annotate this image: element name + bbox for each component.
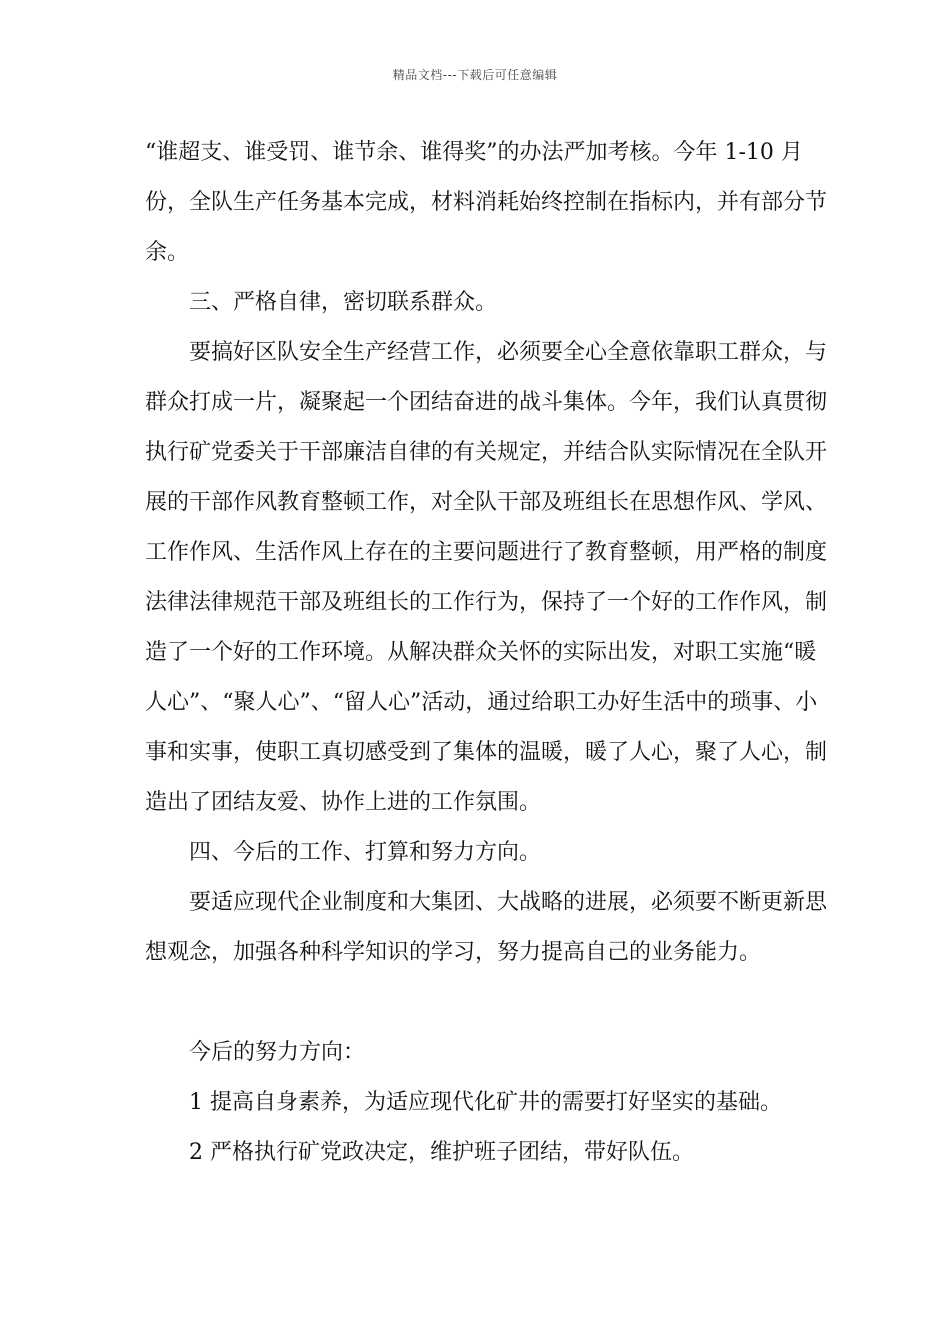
- future-direction-heading: 今后的努力方向：: [189, 1040, 366, 1065]
- list-item-2: 2 严格执行矿党政决定，维护班子团结，带好队伍。: [189, 1140, 694, 1165]
- paragraph-continuation: “谁超支、谁受罚、谁节余、谁得奖”的办法严加考核。今年 1-10 月份，全队生产任务基本完成，材料消耗始终控制在指标内，并有部分节余。: [145, 140, 828, 265]
- document-body: [145, 128, 835, 1178]
- list-item-1: 1 提高自身素养，为适应现代化矿井的需要打好坚实的基础。: [189, 1090, 782, 1115]
- paragraph-self-discipline: 要搞好区队安全生产经营工作，必须要全心全意依靠职工群众，与群众打成一片，凝聚起一个团结奋进的战斗集体。今年，我们认真贯彻执行矿党委关于干部廉洁自律的有关规定，并结合队实际情况在全队开展的干部作风教育整顿工作，对全队干部及班组长在思想作风、学风、工作作风、生活作风上存在的主要问题进行了教育整顿，用严格的制度法律法律规范干部及班组长的工作行为，保持了一个好的工作作风，制造了一个好的工作环境。从解决群众关怀的实际出发，对职工实施“暖人心”、“聚人心”、“留人心”活动，通过给职工办好生活中的琐事、小事和实事，使职工真切感受到了集体的温暖，暖了人心，聚了人心，制造出了团结友爱、协作上进的工作氛围。: [145, 340, 828, 815]
- paragraph-future-plan: 要适应现代企业制度和大集团、大战略的进展，必须要不断更新思想观念，加强各种科学知识的学习，努力提高自己的业务能力。: [145, 890, 828, 965]
- section-heading-3: 三、严格自律，密切联系群众。: [189, 290, 498, 315]
- section-heading-4: 四、今后的工作、打算和努力方向。: [189, 840, 542, 865]
- page-header: 精品文档---下载后可任意编辑: [392, 68, 558, 82]
